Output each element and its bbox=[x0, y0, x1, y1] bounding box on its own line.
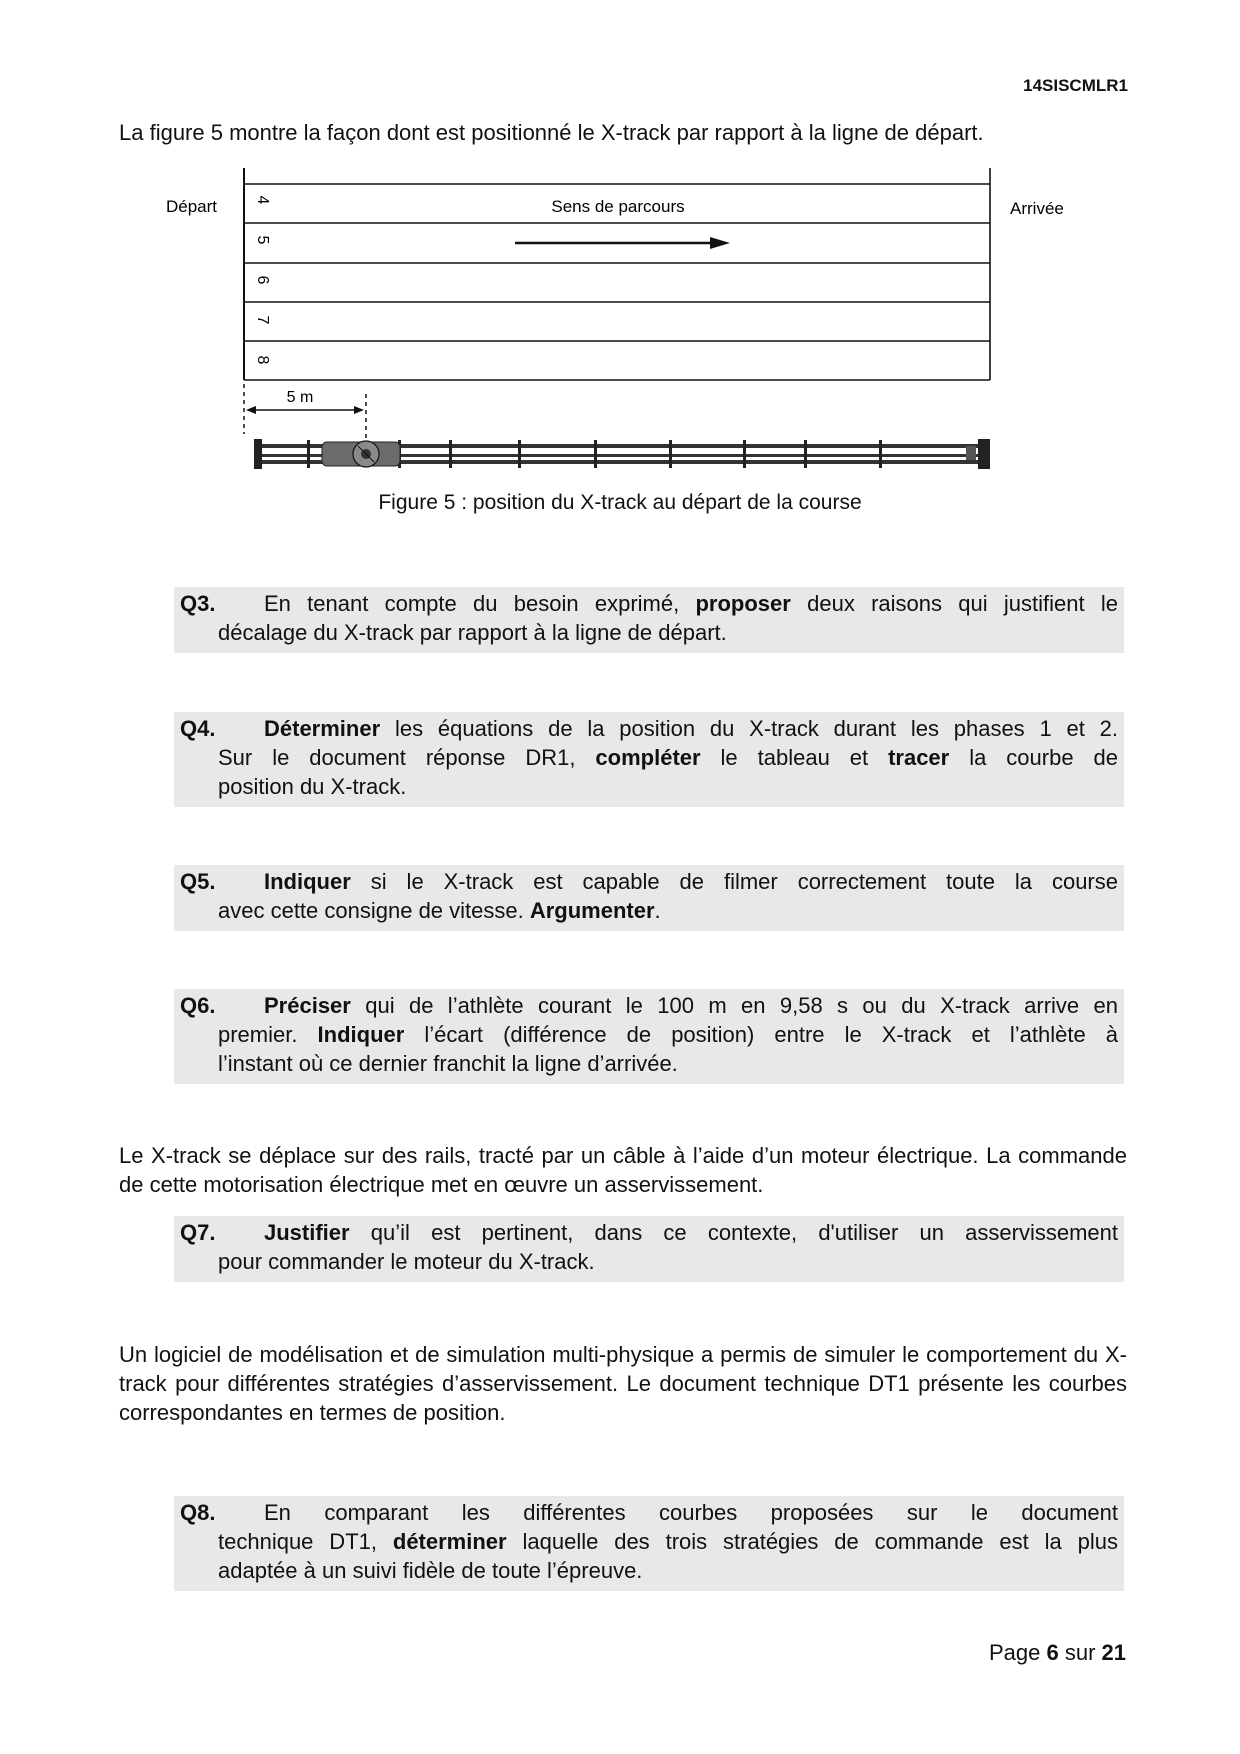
question-line bbox=[180, 714, 1118, 743]
motor-paragraph: Le X-track se déplace sur des rails, tracté par un câble à l’aide d’un moteur électrique. La commande de cette motorisation électrique met en œuvre un asservissement. bbox=[119, 1143, 1127, 1197]
question-line bbox=[180, 1527, 1118, 1556]
bold-keyword: Justifier bbox=[264, 1220, 350, 1245]
question-text: l’instant où ce dernier franchit la ligne d’arrivée. bbox=[218, 1051, 678, 1076]
page-middle: sur bbox=[1058, 1640, 1102, 1665]
question-text: En tenant compte du besoin exprimé, bbox=[264, 591, 696, 616]
bold-keyword: Préciser bbox=[264, 993, 351, 1018]
figure-5 bbox=[150, 162, 1090, 492]
bold-keyword: compléter bbox=[595, 745, 701, 770]
question-line bbox=[180, 1556, 1118, 1585]
bold-keyword: tracer bbox=[888, 745, 950, 770]
question-line bbox=[180, 1020, 1118, 1049]
lane-number: 5 bbox=[254, 235, 271, 245]
question-number: Q5. bbox=[180, 869, 216, 894]
bold-keyword: Indiquer bbox=[317, 1022, 405, 1047]
bold-keyword: Indiquer bbox=[264, 869, 351, 894]
depart-label: Départ bbox=[166, 197, 218, 216]
question-line bbox=[180, 867, 1118, 896]
question-line bbox=[180, 1049, 1118, 1078]
track-diagram bbox=[150, 162, 1090, 492]
question-number: Q3. bbox=[180, 591, 216, 616]
question-text: qui de l’athlète courant le 100 m en 9,58 s ou du X-track arrive en bbox=[350, 993, 1118, 1018]
question-q6 bbox=[174, 989, 1124, 1084]
question-text: les équations de la position du X-track durant les phases 1 et 2. bbox=[380, 716, 1118, 741]
lane-number: 6 bbox=[254, 275, 271, 285]
question-number: Q6. bbox=[180, 993, 216, 1018]
bold-keyword: proposer bbox=[695, 591, 791, 616]
intro-paragraph: La figure 5 montre la façon dont est positionné le X-track par rapport à la ligne de départ. bbox=[119, 120, 984, 145]
bold-keyword: Déterminer bbox=[264, 716, 381, 741]
question-text: technique DT1, bbox=[218, 1529, 393, 1554]
bold-keyword: Argumenter bbox=[529, 898, 655, 923]
question-line bbox=[180, 772, 1118, 801]
question-q4 bbox=[174, 712, 1124, 807]
question-number: Q7. bbox=[180, 1220, 216, 1245]
question-q8 bbox=[174, 1496, 1124, 1591]
question-q5 bbox=[174, 865, 1124, 931]
lane-number: 4 bbox=[254, 195, 271, 205]
document-reference: 14SISCMLR1 bbox=[1023, 76, 1128, 95]
question-line bbox=[180, 618, 1118, 647]
question-line bbox=[180, 896, 1118, 925]
question-text: Sur le document réponse DR1, bbox=[218, 745, 596, 770]
question-text: adaptée à un suivi fidèle de toute l’épreuve. bbox=[218, 1558, 643, 1583]
question-text: deux raisons qui justifient le bbox=[790, 591, 1118, 616]
question-text: qu’il est pertinent, dans ce contexte, d'utiliser un asservissement bbox=[349, 1220, 1118, 1245]
question-line bbox=[180, 1247, 1118, 1276]
direction-arrow bbox=[515, 237, 730, 249]
bold-keyword: déterminer bbox=[392, 1529, 507, 1554]
question-text: position du X-track. bbox=[218, 774, 407, 799]
question-line bbox=[180, 743, 1118, 772]
x-track-carriage bbox=[322, 441, 400, 467]
question-number: Q8. bbox=[180, 1500, 216, 1525]
arrivee-label: Arrivée bbox=[1010, 199, 1064, 218]
lane-number: 7 bbox=[254, 315, 271, 325]
offset-label: 5 m bbox=[286, 389, 314, 406]
page-prefix: Page bbox=[988, 1640, 1047, 1665]
page-total: 21 bbox=[1101, 1640, 1126, 1665]
question-text: . bbox=[654, 898, 661, 923]
question-text: le tableau et bbox=[700, 745, 889, 770]
figure-caption: Figure 5 : position du X-track au départ de la course bbox=[378, 491, 862, 514]
question-text: laquelle des trois stratégies de commande est la plus bbox=[506, 1529, 1118, 1554]
page-number: 6 bbox=[1046, 1640, 1059, 1665]
question-text: si le X-track est capable de filmer correctement toute la course bbox=[350, 869, 1118, 894]
lane-number: 8 bbox=[254, 355, 271, 365]
question-line bbox=[180, 1498, 1118, 1527]
question-text: En comparant les différentes courbes proposées sur le document bbox=[264, 1500, 1118, 1525]
question-q3 bbox=[174, 587, 1124, 653]
question-line bbox=[180, 1218, 1118, 1247]
question-text: l’écart (différence de position) entre le X-track et l’athlète à bbox=[404, 1022, 1118, 1047]
simulation-paragraph: Un logiciel de modélisation et de simulation multi-physique a permis de simuler le comportement du X-track pour différentes stratégies d’asservissement. Le document technique DT1 présente les courbes correspondantes en termes de position. bbox=[119, 1342, 1127, 1425]
question-q7 bbox=[174, 1216, 1124, 1282]
question-line bbox=[180, 991, 1118, 1020]
question-text: la courbe de bbox=[949, 745, 1118, 770]
page-footer bbox=[989, 1640, 1126, 1666]
question-text: pour commander le moteur du X-track. bbox=[218, 1249, 595, 1274]
question-line bbox=[180, 589, 1118, 618]
question-text: avec cette consigne de vitesse. bbox=[218, 898, 530, 923]
question-text: décalage du X-track par rapport à la ligne de départ. bbox=[218, 620, 727, 645]
question-text: premier. bbox=[218, 1022, 318, 1047]
direction-label: Sens de parcours bbox=[551, 197, 685, 216]
question-number: Q4. bbox=[180, 716, 216, 741]
